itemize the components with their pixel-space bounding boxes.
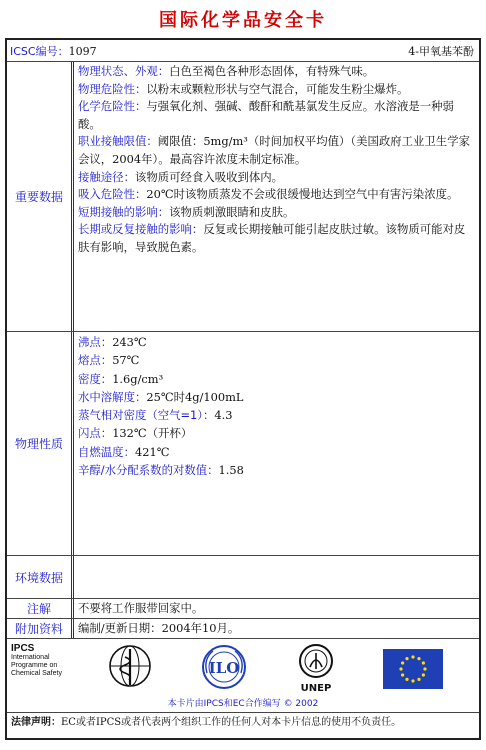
- physical-property-value: 57℃: [112, 353, 140, 368]
- who-emblem-icon: [107, 643, 153, 689]
- important-data-key: 吸入危险性：: [78, 187, 147, 202]
- eu-star-icon: [399, 667, 402, 670]
- important-data-value: 该物质可经食入吸收到体内。: [134, 169, 284, 184]
- important-data-item: [78, 221, 475, 256]
- physical-property-value: 25℃时4g/100mL: [146, 389, 244, 404]
- eu-star-icon: [411, 679, 414, 682]
- environmental-label: 环境数据: [7, 556, 74, 598]
- important-data-section: [7, 62, 479, 332]
- physical-property-item: [78, 406, 475, 424]
- important-data-value: 20℃时该物质蒸发不会或很缓慢地达到空气中有害污染浓度。: [146, 187, 459, 202]
- important-data-key: 接触途径：: [78, 169, 135, 184]
- important-data-key: 物理危险性：: [78, 81, 147, 96]
- eu-star-icon: [417, 657, 420, 660]
- unep-emblem-icon: [296, 643, 336, 681]
- icsc-label: ICSC编号：: [10, 45, 69, 58]
- physical-properties-content: [74, 332, 479, 555]
- physical-property-value: 1.58: [218, 463, 244, 478]
- eu-star-icon: [401, 673, 404, 676]
- physical-property-key: 水中溶解度：: [78, 389, 147, 404]
- important-data-item: [78, 63, 475, 81]
- svg-text:ILO: ILO: [208, 659, 240, 677]
- eu-star-icon: [423, 667, 426, 670]
- eu-star-icon: [417, 678, 420, 681]
- physical-property-item: [78, 388, 475, 406]
- physical-property-item: [78, 333, 475, 351]
- physical-property-key: 沸点：: [78, 335, 113, 349]
- important-data-key: 长期或反复接触的影响：: [78, 222, 204, 237]
- physical-property-item: [78, 351, 475, 369]
- legal-section: [7, 713, 479, 740]
- card-title: 国际化学品安全卡: [159, 10, 327, 31]
- notes-label: 注解: [7, 599, 74, 618]
- additional-label: 附加资料: [7, 619, 74, 638]
- ipcs-logo: IPCS International Programme on Chemical Safety: [11, 643, 62, 677]
- eu-star-icon: [401, 661, 404, 664]
- eu-star-icon: [405, 657, 408, 660]
- ilo-emblem-icon: [199, 643, 249, 691]
- important-data-item: [78, 169, 475, 187]
- physical-properties-label: 物理性质: [7, 332, 74, 555]
- eu-star-icon: [411, 655, 414, 658]
- physical-property-key: 自燃温度：: [78, 444, 135, 459]
- important-data-item: [78, 81, 475, 99]
- chemical-name: 4-甲氧基苯酚: [408, 45, 474, 58]
- safety-card: [5, 38, 481, 740]
- important-data-key: 物理状态、外观：: [78, 64, 170, 78]
- important-data-item: [78, 186, 475, 204]
- important-data-content: [74, 62, 479, 331]
- physical-property-value: 421℃: [134, 444, 170, 459]
- important-data-value: 以粉末或颗粒形状与空气混合，可能发生粉尘爆炸。: [146, 81, 409, 96]
- legal-label: 法律声明：: [11, 717, 61, 728]
- logos-section: [7, 639, 479, 713]
- legal-text: EC或者IPCS或者代表两个组织工作的任何人对本卡片信息的使用不负责任。: [61, 717, 402, 728]
- physical-property-item: [78, 443, 475, 461]
- physical-properties-section: [7, 332, 479, 556]
- important-data-value: 白色至褐色各种形态固体，有特殊气味。: [169, 64, 375, 78]
- important-data-value: 与强氧化剂、强碱、酸酐和酰基氯发生反应。水溶液是一种弱酸。: [78, 99, 454, 131]
- eu-star-icon: [405, 678, 408, 681]
- unep-logo: UNEP: [289, 643, 343, 694]
- additional-section: [7, 619, 479, 639]
- important-data-item: [78, 133, 475, 168]
- physical-property-key: 熔点：: [78, 353, 113, 368]
- important-data-key: 短期接触的影响：: [78, 204, 170, 219]
- important-data-item: [78, 204, 475, 222]
- physical-property-item: [78, 424, 475, 442]
- physical-property-value: 132℃（开杯）: [112, 426, 193, 441]
- notes-content: 不要将工作服带回家中。: [78, 601, 204, 615]
- environmental-section: [7, 556, 479, 599]
- important-data-key: 化学危险性：: [78, 99, 147, 114]
- physical-property-key: 蒸气相对密度（空气=1）：: [78, 408, 215, 423]
- eu-star-icon: [422, 673, 425, 676]
- physical-property-key: 密度：: [78, 371, 113, 386]
- physical-property-value: 4.3: [214, 408, 233, 423]
- important-data-label: 重要数据: [7, 62, 74, 331]
- important-data-key: 职业接触限值：: [78, 134, 158, 149]
- physical-property-value: 1.6g/cm³: [112, 371, 164, 386]
- important-data-value: 阈限值：5mg/m³（时间加权平均值）（美国政府工业卫生学家会议，2004年）。最高容许浓度未制定标准。: [78, 134, 470, 166]
- eu-flag-icon: [383, 649, 443, 689]
- physical-property-item: [78, 370, 475, 388]
- physical-property-item: [78, 461, 475, 479]
- physical-property-key: 辛醇/水分配系数的对数值：: [78, 463, 219, 478]
- icsc-number: 1097: [68, 45, 97, 58]
- important-data-item: [78, 98, 475, 133]
- eu-star-icon: [422, 661, 425, 664]
- environmental-content: [74, 556, 479, 598]
- important-data-value: 该物质刺激眼睛和皮肤。: [169, 204, 295, 219]
- notes-section: [7, 599, 479, 619]
- copyright-footer: 本卡片由IPCS和EC合作编写 © 2002: [167, 699, 319, 709]
- physical-property-value: 243℃: [112, 335, 147, 349]
- additional-content: 编制/更新日期：2004年10月。: [78, 621, 240, 635]
- physical-property-key: 闪点：: [78, 426, 113, 441]
- important-data-value: 反复或长期接触可能引起皮肤过敏。该物质可能对皮肤有影响，导致脱色素。: [78, 222, 466, 254]
- header-row: [7, 40, 479, 62]
